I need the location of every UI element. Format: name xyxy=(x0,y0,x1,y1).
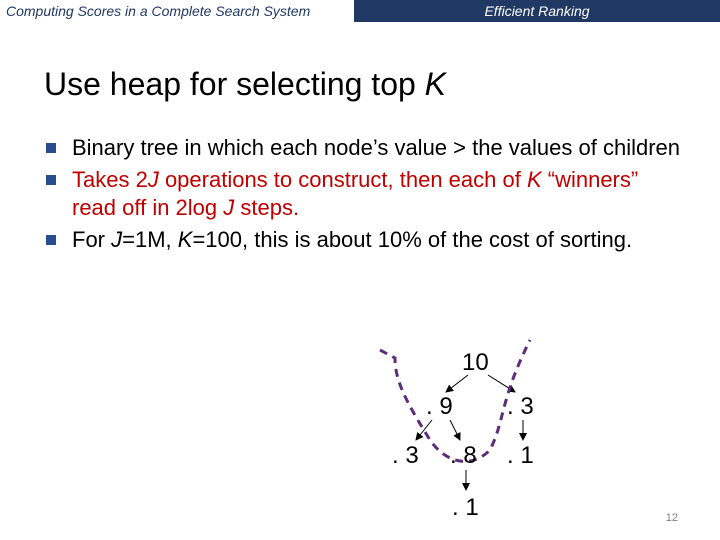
page-number: 12 xyxy=(665,512,678,524)
header-topic: Efficient Ranking xyxy=(484,3,590,19)
tree-node-right-right: . 1 xyxy=(507,442,534,469)
header-section-title: Computing Scores in a Complete Search System xyxy=(6,3,311,19)
slide-title-text: Use heap for selecting top xyxy=(44,66,425,102)
tree-edge xyxy=(450,420,460,440)
bullet-var: J xyxy=(223,195,235,220)
bullet-var: K xyxy=(526,167,542,192)
tree-edge xyxy=(488,375,515,392)
tree-node-right: . 3 xyxy=(507,393,534,420)
bullet-text-part: For xyxy=(72,227,112,252)
bullet-var: K xyxy=(177,227,193,252)
bullet-var: J xyxy=(147,167,159,192)
tree-node-left: . 9 xyxy=(426,393,453,420)
tree-edge xyxy=(446,375,468,392)
bullet-text-part: operations to construct, then each of xyxy=(158,167,527,192)
bullet-text: Binary tree in which each node’s value > the values of children xyxy=(72,135,681,160)
bullet-text-part: “winners” read off in 2log xyxy=(72,167,639,220)
tree-node-root: 10 xyxy=(462,349,489,376)
bullet-text-part: steps. xyxy=(234,195,300,220)
bullet-text-part: =1M, xyxy=(122,227,178,252)
bullet-text-part: Takes 2 xyxy=(72,167,148,192)
slide-title-var: K xyxy=(424,66,447,102)
bullet-text-part: =100, this is about 10% of the cost of sorting. xyxy=(192,227,633,252)
tree-node-left-right: . 8 xyxy=(450,442,477,469)
tree-node-leaf: . 1 xyxy=(452,494,479,521)
bullet-var: J xyxy=(111,227,123,252)
tree-node-left-left: . 3 xyxy=(392,442,419,469)
